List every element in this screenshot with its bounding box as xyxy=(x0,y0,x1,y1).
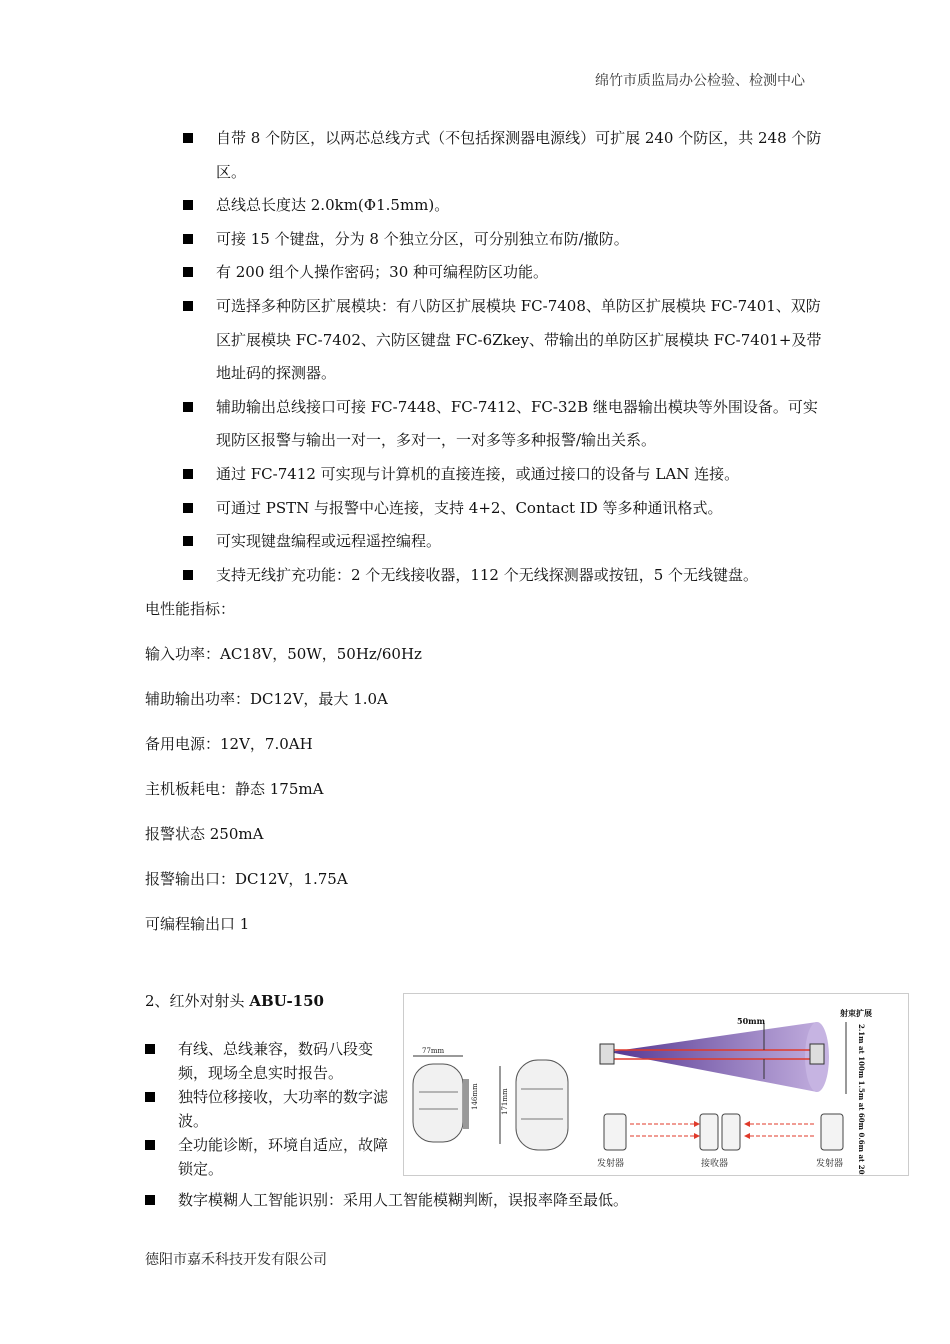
beam-gap-label: 50mm xyxy=(737,1016,766,1026)
device-side-view xyxy=(413,1047,469,1142)
dim-height1-label: 146mm xyxy=(471,1083,479,1110)
header-org: 绵竹市质监局办公检验、检测中心 xyxy=(595,73,805,89)
feature-item: 可通过 PSTN 与报警中心连接，支持 4+2、Contact ID 等多种通讯格式。 xyxy=(183,492,823,526)
spec-item: 报警状态 250mA xyxy=(145,825,264,843)
bullet-square-icon xyxy=(145,1044,155,1054)
bullet-square-icon xyxy=(183,536,193,546)
bullet-square-icon xyxy=(183,503,193,513)
section2-item-wide: 数字模糊人工智能识别：采用人工智能模糊判断，误报率降至最低。 xyxy=(145,1188,818,1212)
spread-values-label: 2.1m at 100m 1.5m at 60m 0.6m at 20m xyxy=(857,1024,866,1175)
spec-item: 备用电源：12V，7.0AH xyxy=(145,735,313,753)
bullet-square-icon xyxy=(183,200,193,210)
feature-item: 自带 8 个防区，以两芯总线方式（不包括探测器电源线）可扩展 240 个防区，共 248 个防区。 xyxy=(183,122,823,189)
bullet-square-icon xyxy=(145,1140,155,1150)
section2-item: 有线、总线兼容，数码八段变频，现场全息实时报告。 xyxy=(145,1037,395,1085)
footer-company: 德阳市嘉禾科技开发有限公司 xyxy=(145,1252,327,1268)
feature-item: 支持无线扩充功能：2 个无线接收器，112 个无线探测器或按钮，5 个无线键盘。 xyxy=(183,559,823,593)
product-model: ABU-150 xyxy=(249,992,324,1010)
bullet-square-icon xyxy=(183,267,193,277)
bullet-square-icon xyxy=(183,301,193,311)
feature-item: 可接 15 个键盘，分为 8 个独立分区，可分别独立布防/撤防。 xyxy=(183,223,823,257)
spec-item: 输入功率：AC18V，50W，50Hz/60Hz xyxy=(145,645,422,663)
feature-item: 有 200 组个人操作密码；30 种可编程防区功能。 xyxy=(183,256,823,290)
tx2-label: 发射器 xyxy=(816,1159,844,1169)
bullet-square-icon xyxy=(183,234,193,244)
spec-item: 辅助输出功率：DC12V，最大 1.0A xyxy=(145,690,388,708)
feature-item: 总线总长度达 2.0km(Φ1.5mm)。 xyxy=(183,189,823,223)
bullet-square-icon xyxy=(145,1195,155,1205)
bullet-square-icon xyxy=(183,402,193,412)
section2-item: 独特位移接收，大功率的数字滤波。 xyxy=(145,1085,395,1133)
feature-item: 通过 FC-7412 可实现与计算机的直接连接，或通过接口的设备与 LAN 连接。 xyxy=(183,458,823,492)
bullet-square-icon xyxy=(183,469,193,479)
beam-spread-label: 射束扩展 xyxy=(840,1008,872,1018)
feature-item: 辅助输出总线接口可接 FC-7448、FC-7412、FC-32B 继电器输出模块等外围设备。可实现防区报警与输出一对一，多对一，一对多等多种报警/输出关系。 xyxy=(183,391,823,458)
dim-height2-label: 171mm xyxy=(501,1088,509,1115)
spec-item: 主机板耗电：静态 175mA xyxy=(145,780,324,798)
section2-list xyxy=(145,1037,395,1181)
height-dimension xyxy=(471,1066,500,1144)
feature-item: 可实现键盘编程或远程遥控编程。 xyxy=(183,525,823,559)
product-diagram xyxy=(403,993,909,1176)
dim-width-label: 77mm xyxy=(422,1047,445,1055)
device-front-view xyxy=(501,1060,568,1150)
specs-heading: 电性能指标： xyxy=(145,600,236,618)
bullet-square-icon xyxy=(183,570,193,580)
bullet-square-icon xyxy=(145,1092,155,1102)
spec-item: 可编程输出口 1 xyxy=(145,915,250,933)
feature-item: 可选择多种防区扩展模块：有八防区扩展模块 FC-7408、单防区扩展模块 FC-7401、双防区扩展模块 FC-7402、六防区键盘 FC-6Zkey、带输出的单防区扩展模块 FC-7401+及带地址码的探测器。 xyxy=(183,290,823,391)
tx-rx-diagram xyxy=(597,1114,843,1169)
spec-item: 报警输出口：DC12V，1.75A xyxy=(145,870,348,888)
section2-item: 全功能诊断，环境自适应，故障锁定。 xyxy=(145,1133,395,1181)
rx-label: 接收器 xyxy=(701,1159,729,1169)
bullet-square-icon xyxy=(183,133,193,143)
section-title: 2、红外对射头 ABU-150 xyxy=(145,992,324,1010)
tx1-label: 发射器 xyxy=(597,1159,625,1169)
feature-list xyxy=(183,122,823,592)
